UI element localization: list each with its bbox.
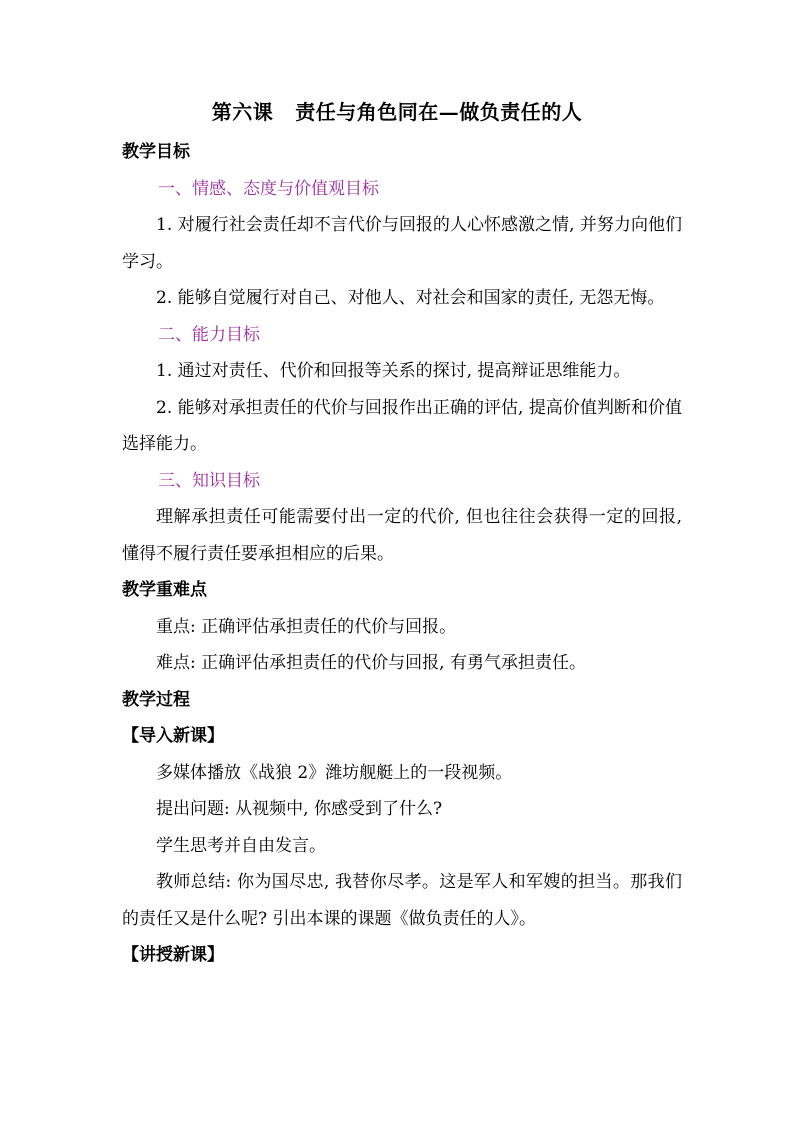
key-points-heading: 教学重难点 <box>122 580 207 600</box>
goal-ability-paragraph-2: 2. 能够对承担责任的代价与回报作出正确的评估, 提高价值判断和价值选择能力。 <box>122 397 682 454</box>
intro-paragraph-2: 提出问题: 从视频中, 你感受到了什么? <box>156 799 443 819</box>
title-lesson-number: 第六课 <box>211 100 274 124</box>
goal-knowledge-paragraph: 理解承担责任可能需要付出一定的代价, 但也往往会获得一定的回报, 懂得不履行责任要承担相应的后果。 <box>122 507 682 564</box>
difficult-point-text: 难点: 正确评估承担责任的代价与回报, 有勇气承担责任。 <box>156 653 586 673</box>
teaching-process-heading: 教学过程 <box>122 689 190 710</box>
goal-ability-heading: 二、能力目标 <box>158 324 260 345</box>
title-lesson-name: 责任与角色同在—做负责任的人 <box>295 100 583 124</box>
intro-section-label: 【导入新课】 <box>122 726 224 746</box>
intro-paragraph-1: 多媒体播放《战狼 2》潍坊舰艇上的一段视频。 <box>156 762 513 783</box>
teaching-goals-heading: 教学目标 <box>122 142 190 162</box>
goal-knowledge-heading: 三、知识目标 <box>158 470 260 491</box>
intro-paragraph-3: 学生思考并自由发言。 <box>156 835 326 856</box>
intro-paragraph-4: 教师总结: 你为国尽忠, 我替你尽孝。这是军人和军嫂的担当。那我们的责任又是什么呢? 引出本课的课题《做负责任的人》。 <box>122 872 682 929</box>
document-body <box>122 134 682 974</box>
goal-ability-paragraph-1: 1. 通过对责任、代价和回报等关系的探讨, 提高辩证思维能力。 <box>156 361 631 381</box>
page-title <box>0 96 794 125</box>
goal-emotion-paragraph-1: 1. 对履行社会责任却不言代价与回报的人心怀感激之情, 并努力向他们学习。 <box>122 215 682 272</box>
goal-emotion-heading: 一、情感、态度与价值观目标 <box>158 178 379 199</box>
goal-emotion-paragraph-2: 2. 能够自觉履行对自己、对他人、对社会和国家的责任, 无怨无悔。 <box>156 288 665 308</box>
key-point-text: 重点: 正确评估承担责任的代价与回报。 <box>156 616 457 637</box>
teach-section-label: 【讲授新课】 <box>122 945 224 965</box>
